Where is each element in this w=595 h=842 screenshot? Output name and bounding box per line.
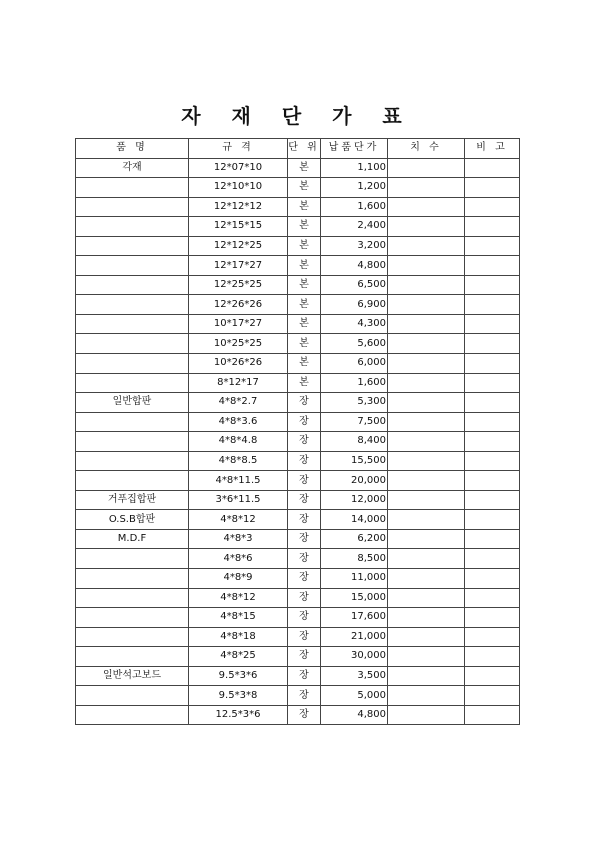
remarks-cell xyxy=(465,354,520,374)
item-name-cell: 각재 xyxy=(76,158,189,178)
remarks-cell xyxy=(465,608,520,628)
unit-price-cell: 20,000 xyxy=(321,471,388,491)
unit-cell: 장 xyxy=(288,569,321,589)
unit-cell: 본 xyxy=(288,197,321,217)
dimension-cell xyxy=(388,373,465,393)
item-name-cell xyxy=(76,549,189,569)
unit-cell: 장 xyxy=(288,451,321,471)
dimension-cell xyxy=(388,569,465,589)
remarks-cell xyxy=(465,451,520,471)
dimension-cell xyxy=(388,314,465,334)
item-name-cell xyxy=(76,197,189,217)
item-name-cell xyxy=(76,569,189,589)
item-name-cell xyxy=(76,588,189,608)
spec-cell: 12*12*12 xyxy=(189,197,288,217)
unit-cell: 장 xyxy=(288,608,321,628)
spec-cell: 4*8*12 xyxy=(189,588,288,608)
dimension-cell xyxy=(388,490,465,510)
spec-cell: 12*10*10 xyxy=(189,178,288,198)
unit-price-cell: 6,500 xyxy=(321,275,388,295)
unit-price-cell: 21,000 xyxy=(321,627,388,647)
dimension-cell xyxy=(388,412,465,432)
remarks-cell xyxy=(465,588,520,608)
unit-cell: 장 xyxy=(288,393,321,413)
unit-cell: 본 xyxy=(288,256,321,276)
remarks-cell xyxy=(465,178,520,198)
remarks-cell xyxy=(465,334,520,354)
item-name-cell xyxy=(76,373,189,393)
item-name-cell xyxy=(76,217,189,237)
spec-cell: 9.5*3*8 xyxy=(189,686,288,706)
dimension-cell xyxy=(388,256,465,276)
unit-cell: 본 xyxy=(288,295,321,315)
unit-price-cell: 17,600 xyxy=(321,608,388,628)
table-row xyxy=(76,588,520,608)
unit-cell: 장 xyxy=(288,666,321,686)
remarks-cell xyxy=(465,666,520,686)
dimension-cell xyxy=(388,627,465,647)
remarks-cell xyxy=(465,647,520,667)
remarks-cell xyxy=(465,295,520,315)
unit-price-cell: 5,300 xyxy=(321,393,388,413)
remarks-cell xyxy=(465,412,520,432)
remarks-cell xyxy=(465,686,520,706)
dimension-cell xyxy=(388,705,465,725)
unit-price-cell: 14,000 xyxy=(321,510,388,530)
spec-cell: 4*8*15 xyxy=(189,608,288,628)
unit-price-cell: 5,000 xyxy=(321,686,388,706)
table-row xyxy=(76,705,520,725)
unit-price-cell: 5,600 xyxy=(321,334,388,354)
remarks-cell xyxy=(465,432,520,452)
item-name-cell xyxy=(76,178,189,198)
unit-price-cell: 1,100 xyxy=(321,158,388,178)
remarks-cell xyxy=(465,217,520,237)
unit-cell: 본 xyxy=(288,275,321,295)
table-row xyxy=(76,217,520,237)
item-name-cell xyxy=(76,647,189,667)
remarks-cell xyxy=(465,569,520,589)
table-row xyxy=(76,393,520,413)
unit-price-cell: 15,500 xyxy=(321,451,388,471)
item-name-cell xyxy=(76,627,189,647)
unit-cell: 장 xyxy=(288,412,321,432)
remarks-cell xyxy=(465,471,520,491)
table-row xyxy=(76,314,520,334)
unit-price-cell: 7,500 xyxy=(321,412,388,432)
dimension-cell xyxy=(388,686,465,706)
item-name-cell xyxy=(76,608,189,628)
remarks-cell xyxy=(465,275,520,295)
dimension-cell xyxy=(388,588,465,608)
dimension-cell xyxy=(388,178,465,198)
item-name-cell xyxy=(76,451,189,471)
item-name-cell xyxy=(76,314,189,334)
unit-cell: 본 xyxy=(288,354,321,374)
spec-cell: 12*15*15 xyxy=(189,217,288,237)
unit-price-cell: 6,200 xyxy=(321,529,388,549)
spec-cell: 4*8*9 xyxy=(189,569,288,589)
item-name-cell xyxy=(76,705,189,725)
dimension-cell xyxy=(388,647,465,667)
unit-cell: 본 xyxy=(288,158,321,178)
price-table xyxy=(75,138,520,725)
spec-cell: 12*12*25 xyxy=(189,236,288,256)
item-name-cell: 일반석고보드 xyxy=(76,666,189,686)
item-name-cell xyxy=(76,236,189,256)
dimension-cell xyxy=(388,236,465,256)
table-row xyxy=(76,666,520,686)
unit-price-cell: 2,400 xyxy=(321,217,388,237)
dimension-cell xyxy=(388,393,465,413)
remarks-cell xyxy=(465,236,520,256)
dimension-cell xyxy=(388,451,465,471)
unit-price-cell: 6,000 xyxy=(321,354,388,374)
item-name-cell xyxy=(76,256,189,276)
spec-cell: 12*25*25 xyxy=(189,275,288,295)
spec-cell: 4*8*8.5 xyxy=(189,451,288,471)
unit-cell: 본 xyxy=(288,314,321,334)
item-name-cell xyxy=(76,295,189,315)
table-row xyxy=(76,373,520,393)
item-name-cell xyxy=(76,686,189,706)
dimension-cell xyxy=(388,549,465,569)
remarks-cell xyxy=(465,393,520,413)
table-row xyxy=(76,334,520,354)
spec-cell: 8*12*17 xyxy=(189,373,288,393)
table-row xyxy=(76,549,520,569)
unit-price-cell: 15,000 xyxy=(321,588,388,608)
table-row xyxy=(76,295,520,315)
spec-cell: 4*8*3.6 xyxy=(189,412,288,432)
table-row xyxy=(76,471,520,491)
unit-cell: 장 xyxy=(288,588,321,608)
header-spec: 규 격 xyxy=(189,139,288,159)
table-row xyxy=(76,510,520,530)
table-row xyxy=(76,432,520,452)
unit-cell: 장 xyxy=(288,490,321,510)
spec-cell: 10*26*26 xyxy=(189,354,288,374)
spec-cell: 12*07*10 xyxy=(189,158,288,178)
unit-cell: 본 xyxy=(288,334,321,354)
spec-cell: 4*8*3 xyxy=(189,529,288,549)
table-row xyxy=(76,158,520,178)
table-row xyxy=(76,490,520,510)
spec-cell: 4*8*4.8 xyxy=(189,432,288,452)
unit-price-cell: 1,600 xyxy=(321,373,388,393)
unit-price-cell: 8,400 xyxy=(321,432,388,452)
dimension-cell xyxy=(388,334,465,354)
dimension-cell xyxy=(388,529,465,549)
unit-cell: 본 xyxy=(288,178,321,198)
unit-price-cell: 3,200 xyxy=(321,236,388,256)
spec-cell: 12*17*27 xyxy=(189,256,288,276)
table-row xyxy=(76,256,520,276)
spec-cell: 3*6*11.5 xyxy=(189,490,288,510)
unit-price-cell: 12,000 xyxy=(321,490,388,510)
remarks-cell xyxy=(465,197,520,217)
remarks-cell xyxy=(465,256,520,276)
item-name-cell xyxy=(76,412,189,432)
remarks-cell xyxy=(465,529,520,549)
unit-price-cell: 4,300 xyxy=(321,314,388,334)
remarks-cell xyxy=(465,314,520,334)
unit-price-cell: 8,500 xyxy=(321,549,388,569)
spec-cell: 4*8*25 xyxy=(189,647,288,667)
dimension-cell xyxy=(388,432,465,452)
table-row xyxy=(76,608,520,628)
table-row xyxy=(76,412,520,432)
item-name-cell xyxy=(76,471,189,491)
table-row xyxy=(76,275,520,295)
dimension-cell xyxy=(388,197,465,217)
table-row xyxy=(76,529,520,549)
spec-cell: 4*8*6 xyxy=(189,549,288,569)
unit-cell: 장 xyxy=(288,686,321,706)
unit-cell: 장 xyxy=(288,510,321,530)
table-row xyxy=(76,686,520,706)
table-row xyxy=(76,627,520,647)
dimension-cell xyxy=(388,666,465,686)
header-item-name: 품 명 xyxy=(76,139,189,159)
dimension-cell xyxy=(388,510,465,530)
spec-cell: 4*8*2.7 xyxy=(189,393,288,413)
dimension-cell xyxy=(388,295,465,315)
unit-cell: 본 xyxy=(288,236,321,256)
unit-cell: 장 xyxy=(288,705,321,725)
unit-price-cell: 1,200 xyxy=(321,178,388,198)
item-name-cell: M.D.F xyxy=(76,529,189,549)
dimension-cell xyxy=(388,158,465,178)
unit-cell: 장 xyxy=(288,471,321,491)
remarks-cell xyxy=(465,627,520,647)
spec-cell: 10*17*27 xyxy=(189,314,288,334)
item-name-cell xyxy=(76,354,189,374)
item-name-cell: 거푸집합판 xyxy=(76,490,189,510)
unit-price-cell: 11,000 xyxy=(321,569,388,589)
dimension-cell xyxy=(388,275,465,295)
spec-cell: 9.5*3*6 xyxy=(189,666,288,686)
unit-cell: 장 xyxy=(288,529,321,549)
unit-cell: 본 xyxy=(288,373,321,393)
unit-cell: 장 xyxy=(288,549,321,569)
table-row xyxy=(76,451,520,471)
remarks-cell xyxy=(465,705,520,725)
unit-price-cell: 3,500 xyxy=(321,666,388,686)
item-name-cell xyxy=(76,275,189,295)
dimension-cell xyxy=(388,217,465,237)
remarks-cell xyxy=(465,373,520,393)
item-name-cell xyxy=(76,432,189,452)
table-row xyxy=(76,647,520,667)
unit-price-cell: 6,900 xyxy=(321,295,388,315)
unit-cell: 본 xyxy=(288,217,321,237)
table-row xyxy=(76,197,520,217)
header-unit-price: 납품단가 xyxy=(321,139,388,159)
header-remarks: 비 고 xyxy=(465,139,520,159)
item-name-cell: 일반합판 xyxy=(76,393,189,413)
dimension-cell xyxy=(388,354,465,374)
unit-cell: 장 xyxy=(288,647,321,667)
unit-cell: 장 xyxy=(288,432,321,452)
remarks-cell xyxy=(465,158,520,178)
table-row xyxy=(76,354,520,374)
unit-price-cell: 1,600 xyxy=(321,197,388,217)
table-row xyxy=(76,236,520,256)
item-name-cell: O.S.B합판 xyxy=(76,510,189,530)
item-name-cell xyxy=(76,334,189,354)
header-dimension: 치 수 xyxy=(388,139,465,159)
header-unit: 단 위 xyxy=(288,139,321,159)
dimension-cell xyxy=(388,471,465,491)
unit-price-cell: 30,000 xyxy=(321,647,388,667)
spec-cell: 10*25*25 xyxy=(189,334,288,354)
dimension-cell xyxy=(388,608,465,628)
spec-cell: 12.5*3*6 xyxy=(189,705,288,725)
unit-price-cell: 4,800 xyxy=(321,705,388,725)
table-header-row xyxy=(76,139,520,159)
unit-price-cell: 4,800 xyxy=(321,256,388,276)
table-row xyxy=(76,569,520,589)
remarks-cell xyxy=(465,490,520,510)
spec-cell: 12*26*26 xyxy=(189,295,288,315)
table-row xyxy=(76,178,520,198)
page-title: 자 재 단 가 표 xyxy=(181,104,414,128)
remarks-cell xyxy=(465,510,520,530)
spec-cell: 4*8*12 xyxy=(189,510,288,530)
unit-cell: 장 xyxy=(288,627,321,647)
remarks-cell xyxy=(465,549,520,569)
spec-cell: 4*8*11.5 xyxy=(189,471,288,491)
spec-cell: 4*8*18 xyxy=(189,627,288,647)
